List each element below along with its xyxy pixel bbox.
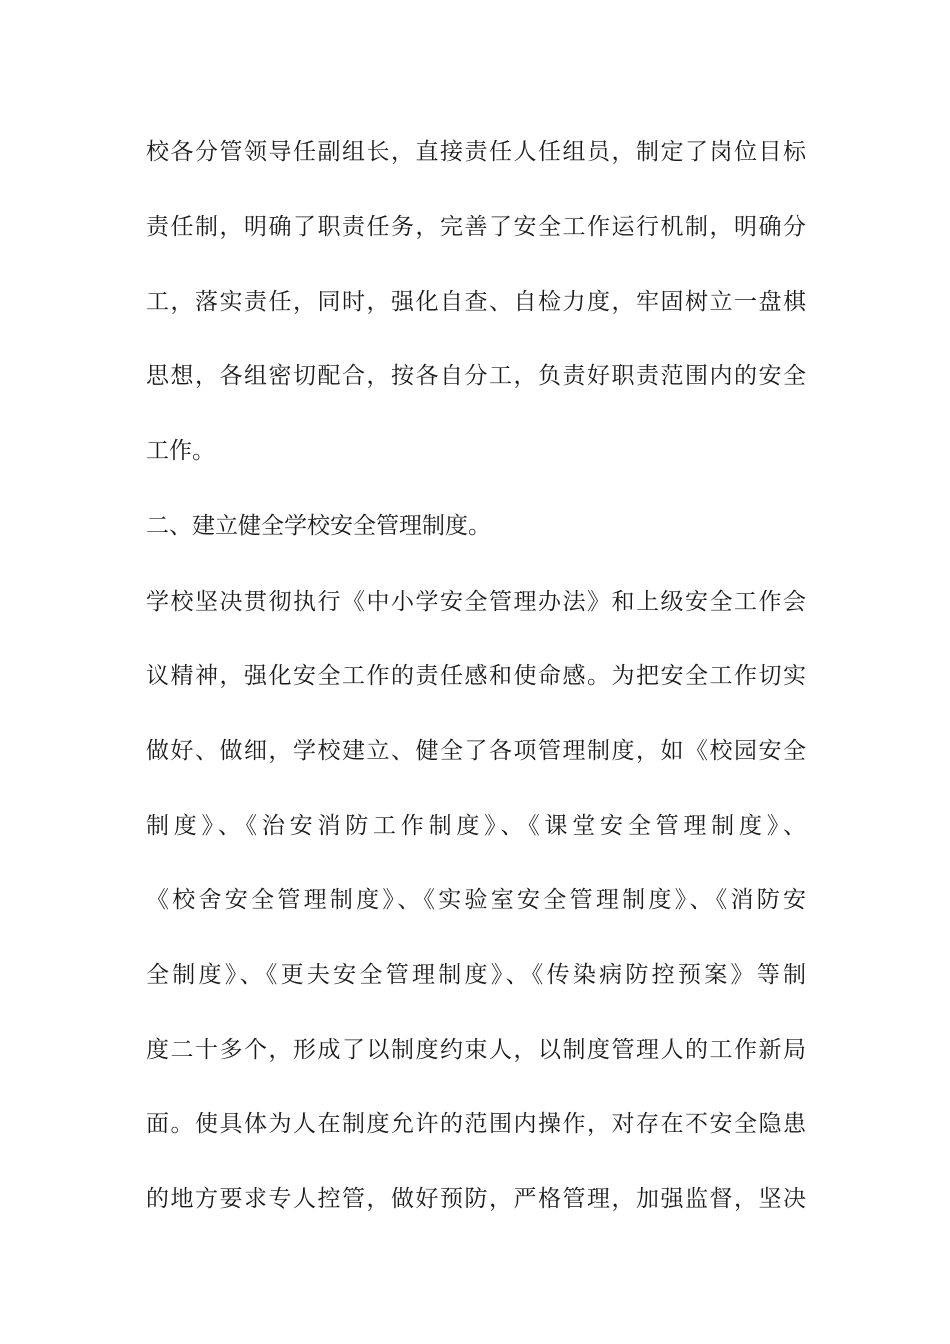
text-line-3: 工，落实责任，同时，强化自查、自检力度，牢固树立一盘棋 xyxy=(146,289,806,315)
text-line-14: 面。使具体为人在制度允许的范围内操作，对存在不安全隐患 xyxy=(146,1111,806,1137)
text-line-5: 工作。 xyxy=(146,438,215,464)
text-line-12: 全制度》、《更夫安全管理制度》、《传染病防控预案》等制 xyxy=(146,962,806,988)
text-line-15: 的地方要求专人控管，做好预防，严格管理，加强监督，坚决 xyxy=(146,1186,806,1212)
text-line-10: 制度》、《治安消防工作制度》、《课堂安全管理制度》、 xyxy=(146,813,806,839)
text-line-4: 思想，各组密切配合，按各自分工，负责好职责范围内的安全 xyxy=(146,363,806,389)
text-line-1: 校各分管领导任副组长，直接责任人任组员，制定了岗位目标 xyxy=(146,139,806,165)
text-line-13: 度二十多个，形成了以制度约束人，以制度管理人的工作新局 xyxy=(146,1037,806,1063)
text-line-11: 《校舍安全管理制度》、《实验室安全管理制度》、《消防安 xyxy=(146,887,806,913)
section-heading: 二、建立健全学校安全管理制度。 xyxy=(146,513,491,539)
text-line-9: 做好、做细，学校建立、健全了各项管理制度，如《校园安全 xyxy=(146,738,806,764)
text-line-2: 责任制，明确了职责任务，完善了安全工作运行机制，明确分 xyxy=(146,214,806,240)
text-line-8: 议精神，强化安全工作的责任感和使命感。为把安全工作切实 xyxy=(146,663,806,689)
text-line-7: 学校坚决贯彻执行《中小学安全管理办法》和上级安全工作会 xyxy=(146,589,806,615)
